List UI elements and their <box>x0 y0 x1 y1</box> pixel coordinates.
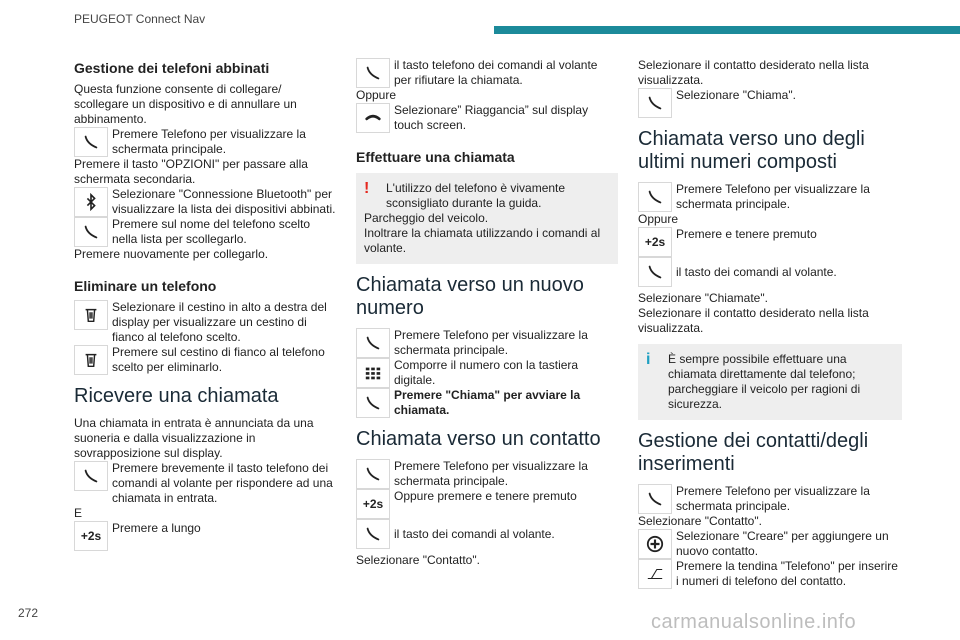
phone-icon <box>74 127 108 157</box>
instruction-text: Premere sul nome del telefono scelto nella lista per scollegarlo. <box>112 217 311 246</box>
column-3 <box>638 58 902 589</box>
instruction-row <box>356 58 618 88</box>
bluetooth-icon <box>74 187 108 217</box>
warning-note <box>356 173 618 264</box>
plus-circle-icon <box>638 529 672 559</box>
instruction-row <box>356 358 618 388</box>
instruction-row <box>638 227 902 257</box>
info-text: È sempre possibile effettuare una chiamata direttamente dal telefono; parcheggiare il veicolo per ragioni di sicurezza. <box>668 352 861 411</box>
instruction-row <box>74 521 336 551</box>
paragraph: Selezionare "Contatto". <box>356 553 480 567</box>
instruction-text: Oppure premere e tenere premuto <box>394 489 577 503</box>
instruction-row <box>74 217 336 247</box>
instruction-text: il tasto dei comandi al volante. <box>394 527 555 541</box>
instruction-text: Premere e tenere premuto <box>676 227 817 241</box>
warning-icon: ! <box>364 180 370 197</box>
instruction-row <box>638 559 902 589</box>
instruction-text: Selezionare” Riaggancia” sul display touch screen. <box>394 103 589 132</box>
instruction-text: Premere Telefono per visualizzare la schermata principale. <box>676 484 870 513</box>
hang-up-icon <box>356 103 390 133</box>
hold-2s-icon: +2s <box>74 521 108 551</box>
instruction-text: Comporre il numero con la tastiera digitale. <box>394 358 579 387</box>
instruction-text: Premere la tendina "Telefono" per inserire i numeri di telefono del contatto. <box>676 559 898 588</box>
paragraph: Oppure <box>638 212 679 226</box>
instruction-text: il tasto telefono dei comandi al volante per rifiutare la chiamata. <box>394 58 598 87</box>
field-edit-icon <box>638 559 672 589</box>
paragraph: Premere il tasto "OPZIONI" per passare alla schermata secondaria. <box>74 157 308 186</box>
instruction-text: Premere a lungo <box>112 521 201 535</box>
phone-icon <box>638 88 672 118</box>
paragraph: Una chiamata in entrata è annunciata da una suoneria e dalla visualizzazione in sovrapposizione sul display. <box>74 416 314 460</box>
phone-icon <box>356 388 390 418</box>
paragraph: Questa funzione consente di collegare/ scollegare un dispositivo e di annullare un abbinamento. <box>74 82 297 126</box>
warning-text: Parcheggio del veicolo. <box>364 211 489 225</box>
instruction-row <box>74 187 336 217</box>
paragraph: Selezionare "Contatto". <box>638 514 762 528</box>
trash-icon <box>74 345 108 375</box>
phone-icon <box>74 461 108 491</box>
instruction-row <box>356 328 618 358</box>
instruction-text: Premere Telefono per visualizzare la schermata principale. <box>394 459 588 488</box>
instruction-row <box>638 88 902 118</box>
instruction-row <box>74 461 336 506</box>
instruction-row <box>638 182 902 212</box>
instruction-text: Premere brevemente il tasto telefono dei comandi al volante per rispondere ad una chiamata in entrata. <box>112 461 333 505</box>
paragraph: Selezionare il contatto desiderato nella lista visualizzata. <box>638 306 869 335</box>
instruction-row <box>638 257 902 287</box>
warning-text: Inoltrare la chiamata utilizzando i comandi al volante. <box>364 226 601 255</box>
info-note <box>638 344 902 420</box>
watermark: carmanualsonline.info <box>651 611 857 633</box>
hold-2s-icon: +2s <box>356 489 390 519</box>
instruction-row <box>638 484 902 514</box>
instruction-text: Selezionare "Connessione Bluetooth" per visualizzare la lista dei dispositivi abbinati. <box>112 187 336 216</box>
instruction-text: Selezionare "Creare" per aggiungere un nuovo contatto. <box>676 529 889 558</box>
heading-delete-phone: Eliminare un telefono <box>74 278 217 294</box>
paragraph: Selezionare "Chiamate". <box>638 291 768 305</box>
heading-last-numbers: Chiamata verso uno degli ultimi numeri composti <box>638 128 865 173</box>
instruction-text: Premere Telefono per visualizzare la schermata principale. <box>112 127 306 156</box>
paragraph: Oppure <box>356 88 397 102</box>
instruction-text: Selezionare il cestino in alto a destra del display per visualizzare un cestino di fianco al telefono scelto. <box>112 300 327 344</box>
instruction-text: Premere Telefono per visualizzare la schermata principale. <box>394 328 588 357</box>
paragraph: Premere nuovamente per collegarlo. <box>74 247 269 261</box>
info-icon: i <box>646 351 651 368</box>
paragraph: E <box>74 506 83 520</box>
column-2 <box>356 58 618 568</box>
instruction-row <box>356 519 618 549</box>
hold-2s-icon: +2s <box>638 227 672 257</box>
instruction-text: Selezionare "Chiama". <box>676 88 796 102</box>
instruction-row <box>356 489 618 519</box>
phone-icon <box>74 217 108 247</box>
instruction-row <box>74 127 336 157</box>
phone-icon <box>638 484 672 514</box>
phone-icon <box>356 328 390 358</box>
keypad-icon <box>356 358 390 388</box>
heading-call-contact: Chiamata verso un contatto <box>356 428 601 450</box>
heading-call-new-number: Chiamata verso un nuovo numero <box>356 274 584 319</box>
instruction-row <box>356 388 618 418</box>
paragraph: Selezionare il contatto desiderato nella lista visualizzata. <box>638 58 869 87</box>
phone-icon <box>356 519 390 549</box>
phone-icon <box>356 459 390 489</box>
running-header: PEUGEOT Connect Nav <box>74 12 206 26</box>
instruction-row <box>356 103 618 133</box>
instruction-text: il tasto dei comandi al volante. <box>676 265 837 279</box>
heading-make-call: Effettuare una chiamata <box>356 149 515 165</box>
phone-icon <box>638 257 672 287</box>
instruction-row <box>74 300 336 345</box>
instruction-row <box>74 345 336 375</box>
phone-icon <box>638 182 672 212</box>
page-number: 272 <box>18 606 39 620</box>
phone-icon <box>356 58 390 88</box>
trash-icon <box>74 300 108 330</box>
heading-receive-call: Ricevere una chiamata <box>74 385 279 407</box>
instruction-row <box>638 529 902 559</box>
header-accent-bar <box>494 26 960 34</box>
instruction-text: Premere "Chiama" per avviare la chiamata. <box>394 388 581 417</box>
instruction-text: Premere Telefono per visualizzare la schermata principale. <box>676 182 870 211</box>
heading-manage-contacts: Gestione dei contatti/degli inserimenti <box>638 430 869 475</box>
instruction-row <box>356 459 618 489</box>
column-1 <box>74 52 336 551</box>
instruction-text: Premere sul cestino di fianco al telefono scelto per eliminarlo. <box>112 345 325 374</box>
heading-paired-phones: Gestione dei telefoni abbinati <box>74 60 270 76</box>
warning-text: L'utilizzo del telefono è vivamente sconsigliato durante la guida. <box>386 181 566 210</box>
